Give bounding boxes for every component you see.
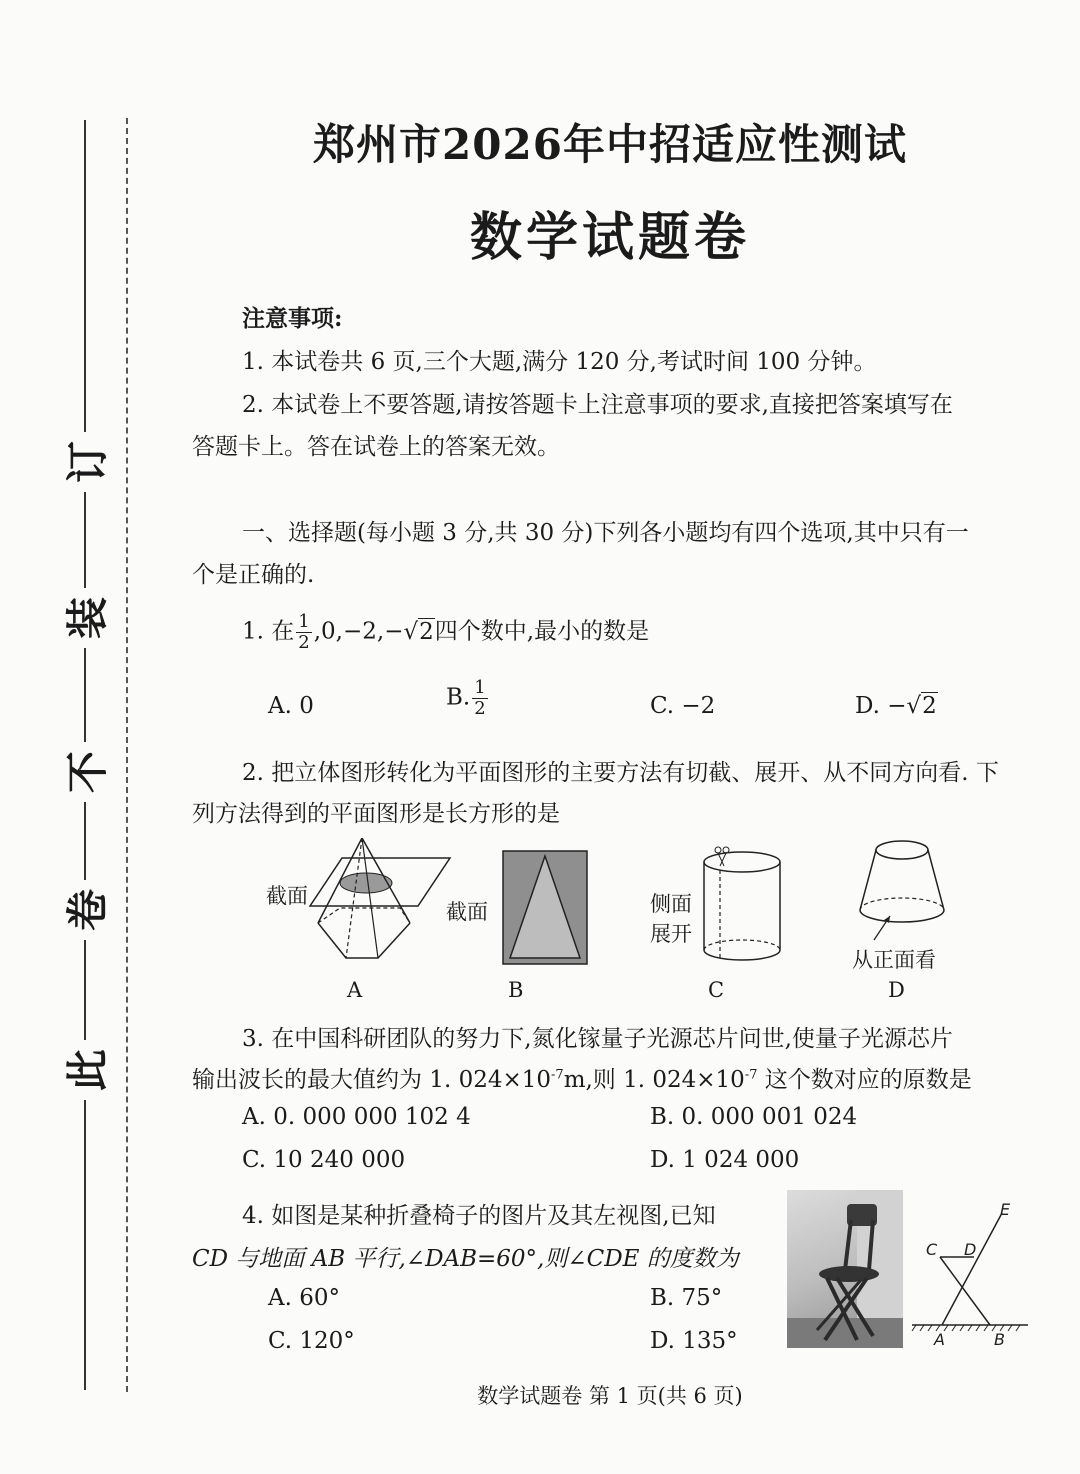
q1-sqrt: √2 (403, 618, 434, 645)
q1-option-d-sqrt: √2 (906, 693, 937, 719)
q1-sqrt-arg: 2 (419, 618, 434, 645)
q2-figure-b-label: B (508, 978, 524, 1002)
q4-chair-photo (787, 1190, 903, 1348)
q2-figure-d-frustum (852, 838, 952, 948)
section-1-intro-line-2: 个是正确的. (192, 562, 315, 588)
q4-option-c: C. 120° (268, 1328, 355, 1354)
question-2-line-2: 列方法得到的平面图形是长方形的是 (192, 801, 560, 827)
notice-item-2-line-2: 答题卡上。答在试卷上的答案无效。 (192, 434, 560, 460)
q1-option-d-sqrt-arg: 2 (922, 693, 937, 719)
q3-line-2-part-a: 输出波长的最大值约为 1. 024×10 (192, 1067, 552, 1093)
exam-title: 郑州市2026年中招适应性测试 (313, 120, 907, 169)
exam-subtitle: 数学试题卷 (469, 207, 750, 268)
q2-figure-a-sliced-solid (300, 838, 460, 973)
q2-figure-d-note: 从正面看 (852, 948, 936, 972)
q4-option-b: B. 75° (650, 1285, 723, 1311)
q1-option-b-fraction (472, 678, 487, 719)
q2-figure-c-label: C (708, 978, 725, 1002)
margin-char-zhuang: 装 (58, 588, 118, 648)
notice-item-2-line-1: 2. 本试卷上不要答题,请按答题卡上注意事项的要求,直接把答案填写在 (242, 392, 953, 418)
q3-option-c: C. 10 240 000 (242, 1147, 406, 1173)
q2-figure-b-note: 截面 (446, 900, 488, 924)
q2-figure-c-note-2: 展开 (650, 922, 692, 946)
q1-option-c: C. −2 (650, 693, 716, 719)
q4-point-a: A (934, 1330, 945, 1349)
q1-option-b-num: 1 (474, 677, 486, 698)
q2-figure-a-note: 截面 (266, 884, 308, 908)
q4-point-b: B (994, 1330, 1005, 1349)
q1-option-b-prefix: B. (446, 684, 471, 711)
margin-char-ci: 此 (58, 1040, 118, 1100)
q4-left-view-diagram (908, 1195, 1032, 1355)
q3-line-2-part-b: m,则 1. 024×10 (563, 1067, 745, 1093)
q1-frac-num: 1 (298, 611, 310, 632)
section-1-intro-line-1: 一、选择题(每小题 3 分,共 30 分)下列各小题均有四个选项,其中只有一 (242, 520, 969, 546)
margin-char-juan: 卷 (58, 880, 118, 940)
q1-middle: ,0,−2,− (313, 618, 404, 645)
margin-char-bu: 不 (58, 742, 118, 802)
question-4-line-2: CD 与地面 AB 平行,∠DAB=60°,则∠CDE 的度数为 (192, 1246, 739, 1272)
q1-option-d-prefix: D. − (855, 693, 907, 719)
q3-option-a: A. 0. 000 000 102 4 (242, 1104, 471, 1130)
notice-item-1: 1. 本试卷共 6 页,三个大题,满分 120 分,考试时间 100 分钟。 (242, 349, 877, 375)
q1-option-d (855, 693, 938, 719)
q4-option-d: D. 135° (650, 1328, 738, 1354)
q4-point-d: D (964, 1240, 977, 1259)
margin-char-ding: 订 (58, 432, 118, 492)
q1-frac-den: 2 (298, 632, 310, 653)
q3-exponent-1: -7 (551, 1067, 564, 1083)
q3-option-b: B. 0. 000 001 024 (650, 1104, 858, 1130)
q2-figure-c-note-1: 侧面 (650, 892, 692, 916)
question-3-line-1: 3. 在中国科研团队的努力下,氮化镓量子光源芯片问世,使量子光源芯片 (242, 1026, 953, 1052)
q1-prefix: 1. 在 (242, 618, 295, 645)
q4-option-a: A. 60° (268, 1285, 340, 1311)
q3-exponent-2: -7 (744, 1067, 758, 1083)
q1-suffix: 四个数中,最小的数是 (434, 618, 650, 645)
q3-option-d: D. 1 024 000 (650, 1147, 800, 1173)
q2-figure-d-label: D (888, 978, 905, 1002)
question-4-line-1: 4. 如图是某种折叠椅子的图片及其左视图,已知 (242, 1203, 716, 1229)
question-1-stem (242, 612, 649, 653)
q4-point-e: E (1000, 1200, 1011, 1219)
q3-line-2-part-c: 这个数对应的原数是 (757, 1067, 972, 1093)
q2-figure-a-label: A (347, 978, 363, 1002)
q1-option-b (446, 678, 490, 719)
q1-option-b-den: 2 (474, 698, 486, 719)
notice-heading: 注意事项: (242, 305, 343, 332)
q2-figure-c-cylinder (700, 842, 786, 967)
q1-option-a: A. 0 (268, 693, 314, 719)
question-2-line-1: 2. 把立体图形转化为平面图形的主要方法有切截、展开、从不同方向看. 下 (242, 760, 999, 786)
page-footer: 数学试题卷 第 1 页(共 6 页) (477, 1384, 743, 1408)
q2-figure-b-rect-cut (502, 850, 588, 965)
binding-dashed-line (126, 118, 128, 1392)
question-3-line-2 (192, 1061, 972, 1094)
q4-chair-silhouette (787, 1190, 903, 1348)
q4-point-c: C (926, 1240, 938, 1259)
q1-fraction (296, 612, 311, 653)
